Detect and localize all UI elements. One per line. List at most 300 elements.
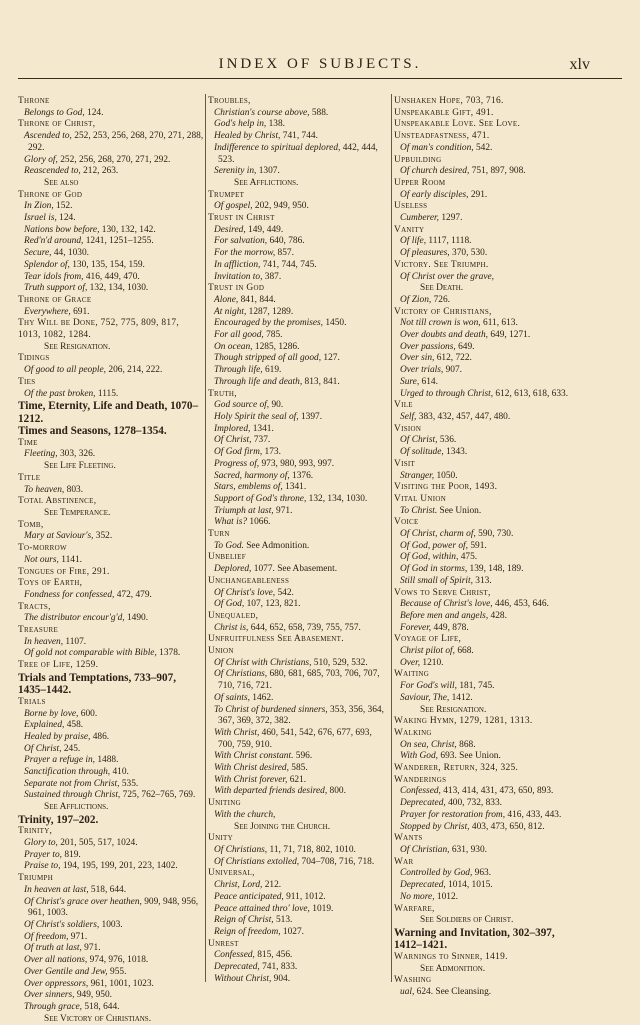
entry-text: 813, 841. (302, 376, 340, 387)
index-subentry (394, 506, 576, 518)
index-subentry (208, 318, 390, 330)
index-subentry (208, 424, 390, 436)
index-heading (208, 611, 390, 623)
subentry-topic: Deprecated, (400, 798, 446, 809)
subentry-topic: Everywhere, (24, 306, 71, 317)
entry-text: 1077. See Abasement. (251, 564, 338, 575)
entry-text: 181, 745. (456, 681, 495, 692)
entry-text: 11, 71, 718, 802, 1010. (267, 845, 356, 855)
index-heading (394, 482, 576, 494)
entry-text: 1285, 1286. (252, 341, 300, 352)
subentry-topic: Deprecated, (214, 962, 260, 973)
cross-reference (208, 822, 390, 834)
page-header (0, 56, 640, 80)
entry-text: 542. (473, 142, 493, 153)
subentry-topic: Of Christ, (400, 435, 438, 446)
index-heading (18, 567, 204, 579)
entry-text: Wanderer, Return, 324, 325. (394, 763, 519, 774)
subentry-topic: Christian's course above, (214, 107, 310, 118)
entry-text: Trinity, (18, 826, 53, 837)
index-subentry (394, 213, 576, 225)
entry-text: 911, 1012. (283, 891, 326, 902)
entry-text: See Death. (420, 283, 464, 294)
subentry-topic: Reascended to, (24, 166, 81, 177)
section-heading (18, 425, 204, 438)
index-subentry (18, 861, 204, 873)
index-subentry (208, 927, 390, 939)
subentry-topic: Confessed, (214, 950, 255, 961)
index-heading (18, 353, 204, 365)
subentry-topic: Borne by love, (24, 708, 79, 719)
index-subentry (394, 295, 576, 307)
entry-text: Upper Room (394, 177, 446, 188)
index-heading (394, 307, 576, 319)
index-subentry (394, 810, 576, 822)
index-subentry (394, 845, 576, 857)
page-title: INDEX OF SUBJECTS. (218, 56, 422, 72)
index-subentry (18, 108, 204, 120)
index-subentry (18, 272, 204, 284)
entry-text: Tidings (18, 353, 50, 364)
entry-text: War (394, 856, 414, 867)
index-heading (394, 833, 576, 845)
entry-text: Warnings to Sinner, 1419. (394, 951, 508, 962)
entry-text: 107, 123, 821. (244, 599, 301, 610)
cross-reference (18, 1014, 204, 1025)
entry-text: Tongues of Fire, 291. (18, 566, 110, 577)
entry-text: To-morrow (18, 543, 67, 554)
entry-text: 741, 833. (259, 962, 298, 973)
subentry-topic: Of Christ with Christians, (214, 657, 312, 668)
index-heading (394, 588, 576, 600)
entry-text: Ties (18, 376, 36, 387)
index-subentry (208, 471, 390, 483)
column-divider (391, 94, 392, 982)
index-subentry (208, 201, 390, 213)
entry-text: 1287, 1289. (246, 306, 294, 317)
index-heading (18, 697, 204, 709)
subentry-topic: For the morrow, (214, 248, 276, 259)
index-subentry (208, 482, 390, 494)
subentry-topic: Over sinners, (24, 990, 75, 1001)
entry-text: 252, 256, 268, 270, 271, 292. (57, 154, 171, 165)
index-subentry (208, 517, 390, 529)
index-subentry (394, 611, 576, 623)
entry-text: 751, 897, 908. (469, 166, 526, 177)
index-subentry (394, 342, 576, 354)
index-heading (394, 728, 576, 740)
subentry-topic: Serenity in, (214, 166, 257, 177)
index-subentry (18, 555, 204, 567)
entry-text: 1488. (95, 755, 119, 766)
index-subentry (208, 365, 390, 377)
subentry-topic: Of solitude, (400, 447, 444, 458)
entry-text: Toys of Earth, (18, 578, 83, 589)
subentry-topic: Still small of Spirit, (400, 575, 473, 586)
entry-text: 403, 473, 650, 812. (469, 821, 545, 832)
index-heading (394, 716, 576, 728)
index-subentry (208, 260, 390, 272)
index-heading (394, 96, 576, 108)
cross-reference (18, 178, 204, 190)
index-subentry (18, 155, 204, 167)
index-subentry (208, 459, 390, 471)
index-subentry (394, 646, 576, 658)
entry-text: 535. (119, 778, 139, 789)
index-heading (18, 873, 204, 885)
index-subentry (18, 709, 204, 721)
entry-text: Title (18, 472, 41, 483)
index-subentry (208, 541, 390, 553)
entry-text: 370, 530. (449, 248, 488, 259)
subentry-topic: Over passions, (400, 341, 456, 352)
index-subentry (18, 613, 204, 625)
entry-text: Thy Will be Done, 752, 775, 809, 817, 1013, 1082, 1284. (18, 318, 179, 341)
index-subentry (394, 412, 576, 424)
index-subentry (394, 236, 576, 248)
index-heading (18, 190, 204, 202)
subentry-topic: Over oppressors, (24, 978, 89, 989)
entry-text: Times and Seasons, 1278–1354. (18, 425, 167, 438)
subentry-topic: Of Christ's soldiers, (24, 920, 100, 930)
index-subentry (208, 775, 390, 787)
index-subentry (208, 494, 390, 506)
index-subentry (18, 720, 204, 732)
subentry-topic: Reign of freedom, (214, 926, 281, 937)
index-subentry (18, 531, 204, 543)
entry-text: 640, 786. (267, 236, 305, 247)
index-subentry (18, 732, 204, 744)
index-heading (394, 108, 576, 120)
index-heading (18, 660, 204, 672)
index-heading (394, 857, 576, 869)
entry-text: Triumph (18, 873, 54, 884)
entry-text: 413, 414, 431, 473, 650, 893. (440, 786, 554, 797)
subentry-topic: No more, (400, 891, 435, 902)
entry-text: Unspeakable Gift, 491. (394, 107, 494, 118)
index-subentry (208, 435, 390, 447)
index-heading (18, 295, 204, 307)
index-subentry (18, 767, 204, 779)
entry-text: Vows to Serve Christ, (394, 587, 491, 598)
entry-text: Trust in God (208, 283, 265, 294)
index-heading (394, 119, 576, 131)
entry-text: 691. (70, 306, 90, 317)
subentry-topic: With Christ desired, (214, 763, 289, 774)
index-heading (394, 669, 576, 681)
subentry-topic: Over Gentile and Jew, (24, 966, 108, 977)
entry-text: 303, 326. (57, 449, 96, 460)
entry-text: 132, 134, 1030. (87, 283, 149, 294)
entry-text: Unspeakable Love. See Love. (394, 119, 521, 130)
index-subentry (208, 143, 390, 166)
entry-text: 588. (309, 107, 329, 118)
index-subentry (18, 779, 204, 791)
index-subentry (18, 1002, 204, 1014)
subentry-topic: Of Christ over the grave, (400, 271, 494, 282)
entry-text: Waiting (394, 669, 430, 680)
index-subentry (18, 389, 204, 401)
subentry-topic: Reign of Christ, (214, 915, 274, 926)
entry-text: 971. (81, 943, 101, 954)
entry-text: 949, 950. (74, 990, 113, 1001)
entry-text: Waking Hymn, 1279, 1281, 1313. (394, 716, 533, 727)
entry-text: See Victory of Christians. (44, 1013, 152, 1024)
subentry-topic: Holy Spirit the seal of, (214, 411, 299, 422)
entry-text: 460, 541, 542, 676, 677, 693, 700, 759, 910. (218, 727, 372, 750)
entry-text: 1341. (250, 423, 274, 434)
entry-text: See Admonition. (420, 963, 486, 974)
index-subentry (18, 744, 204, 756)
index-heading (394, 131, 576, 143)
entry-text: 400, 732, 833. (445, 798, 502, 809)
index-heading (208, 634, 390, 646)
entry-text: 518, 644. (88, 884, 127, 895)
subentry-topic: Of Christian, (400, 845, 450, 855)
index-subentry (18, 897, 204, 920)
subentry-topic: In Zion, (24, 201, 54, 212)
entry-text: 446, 453, 646. (492, 599, 549, 610)
index-subentry (18, 990, 204, 1002)
subentry-topic: Tear idols from, (24, 271, 84, 282)
subentry-topic: In affliction, (214, 259, 261, 270)
subentry-topic: Of church desired, (400, 166, 470, 177)
index-subentry (18, 838, 204, 850)
entry-text: Unequaled, (208, 610, 259, 621)
index-subentry (394, 740, 576, 752)
entry-text: See Joining the Church. (234, 821, 331, 832)
subentry-topic: For all good, (214, 330, 264, 341)
subentry-topic: Of God in storms, (400, 564, 468, 575)
cross-reference (18, 508, 204, 520)
entry-text: 458. (64, 720, 84, 731)
index-subentry (18, 979, 204, 991)
entry-text: 1210. (420, 657, 444, 668)
index-subentry (18, 236, 204, 248)
index-heading (208, 868, 390, 880)
index-subentry (394, 623, 576, 635)
index-heading (208, 646, 390, 658)
index-subentry (208, 119, 390, 131)
entry-text: See Afflictions. (44, 802, 109, 813)
index-subentry (18, 932, 204, 944)
entry-text: See Temperance. (44, 508, 111, 518)
entry-text: Unrest (208, 938, 239, 949)
entry-text: Visiting the Poor, 1493. (394, 482, 498, 493)
index-subentry (18, 260, 204, 272)
entry-text: 1014, 1015. (445, 880, 493, 891)
entry-text: 955. (107, 966, 127, 977)
subentry-topic: At night, (214, 306, 247, 317)
subentry-topic: Peace attained thro' love, (214, 903, 310, 914)
index-heading (394, 975, 576, 987)
index-heading (394, 424, 576, 436)
subentry-topic: Of freedom, (24, 931, 69, 942)
cross-reference (18, 802, 204, 814)
index-subentry (394, 471, 576, 483)
entry-text: 124. (56, 213, 76, 224)
index-subentry (394, 564, 576, 576)
entry-text: Troubles, (208, 96, 251, 106)
entry-text: 649, 1271. (488, 330, 531, 341)
subentry-topic: God's help in, (214, 119, 267, 130)
entry-text: 971. (68, 931, 88, 942)
entry-text: 1462. (249, 692, 274, 703)
entry-text: Upbuilding (394, 154, 442, 165)
index-heading (394, 494, 576, 506)
entry-text: 130, 132, 142. (99, 224, 156, 235)
entry-text: 245. (61, 743, 81, 754)
index-subentry (394, 681, 576, 693)
subentry-topic: Of Christ, (214, 435, 252, 446)
index-subentry (208, 728, 390, 751)
entry-text: 680, 681, 685, 703, 706, 707, 710, 716, 721. (218, 669, 380, 692)
index-subentry (18, 850, 204, 862)
subentry-topic: Fleeting, (24, 449, 58, 460)
index-heading (18, 826, 204, 838)
subentry-topic: ual, (400, 987, 415, 998)
entry-text: 819. (62, 849, 81, 860)
entry-text: Trust in Christ (208, 213, 275, 224)
entry-text: 644, 652, 658, 739, 755, 757. (248, 622, 361, 633)
subentry-topic: Christ is, (214, 622, 249, 633)
subentry-topic: On sea, Christ, (400, 739, 457, 750)
entry-text: 1019. (309, 903, 334, 914)
subentry-topic: Alone, (214, 294, 239, 305)
subentry-topic: Stars, emblems of, (214, 482, 283, 493)
entry-text: 596. (293, 751, 313, 762)
entry-text: 1107. (63, 636, 87, 647)
entry-text: See Life Fleeting. (44, 461, 116, 472)
index-heading (394, 260, 576, 272)
subentry-topic: Peace anticipated, (214, 891, 284, 902)
index-subentry (394, 576, 576, 588)
entry-text: 44, 1030. (51, 248, 90, 259)
entry-text: 416, 433, 443. (505, 809, 562, 820)
subentry-topic: Triumph at last, (214, 505, 274, 516)
entry-text: See Union. (437, 505, 482, 516)
index-subentry (394, 272, 576, 284)
subentry-topic: What is? (214, 517, 248, 528)
entry-text: 353, 356, 364, 367, 369, 372, 382. (218, 704, 384, 727)
subentry-topic: Because of Christ's love, (400, 599, 493, 610)
cross-reference (208, 178, 390, 190)
subentry-topic: Of Christ's love, (214, 587, 276, 598)
index-subentry (208, 272, 390, 284)
index-subentry (394, 552, 576, 564)
index-heading (18, 119, 204, 131)
index-heading (208, 283, 390, 295)
entry-text: 1307. (256, 166, 280, 177)
subentry-topic: Through grace, (24, 1001, 82, 1012)
entry-text: 313. (472, 575, 492, 586)
subentry-topic: Sacred, harmony of, (214, 470, 290, 481)
section-heading (18, 672, 204, 697)
subentry-topic: Secure, (24, 248, 52, 259)
section-heading (18, 400, 204, 425)
entry-text: 815, 456. (254, 950, 293, 961)
entry-text: Voyage of Life, (394, 634, 462, 645)
index-subentry (18, 365, 204, 377)
index-subentry (208, 599, 390, 611)
index-subentry (394, 190, 576, 202)
index-subentry (208, 236, 390, 248)
index-subentry (394, 529, 576, 541)
subentry-topic: Of gospel, (214, 201, 253, 212)
subentry-topic: Through life and death, (214, 376, 303, 387)
index-heading (18, 496, 204, 508)
entry-text: 725, 762–765, 769. (120, 790, 196, 801)
entry-text: 127. (321, 353, 340, 364)
index-subentry (394, 798, 576, 810)
index-subentry (208, 353, 390, 365)
entry-text: 973, 980, 993, 997. (259, 458, 335, 469)
entry-text: 741, 744. (280, 131, 318, 142)
subentry-topic: Of Christians extolled, (214, 856, 300, 867)
entry-text: Trinity, 197–202. (18, 813, 99, 826)
index-subentry (208, 377, 390, 389)
entry-text: 387. (262, 271, 282, 282)
index-subentry (18, 885, 204, 897)
subentry-topic: Nations bow before, (24, 224, 100, 235)
cross-reference (18, 342, 204, 354)
index-subentry (208, 892, 390, 904)
entry-text: 536. (437, 435, 457, 446)
subentry-topic: Over doubts and death, (400, 330, 489, 341)
index-subentry (394, 353, 576, 365)
column-divider (205, 94, 206, 982)
entry-text: 410. (110, 767, 129, 778)
index-subentry (208, 669, 390, 692)
subentry-topic: Of God, within, (400, 552, 459, 563)
subentry-topic: Over, (400, 657, 421, 668)
subentry-topic: Prayer a refuge in, (24, 755, 95, 766)
index-subentry (18, 967, 204, 979)
entry-text: 611, 613. (480, 318, 518, 329)
subentry-topic: Indifference to spiritual deplored, (214, 142, 341, 153)
index-heading (394, 178, 576, 190)
subentry-topic: God source of, (214, 400, 270, 411)
entry-text: 974, 976, 1018. (87, 955, 149, 966)
entry-text: 149, 449. (245, 224, 284, 235)
index-subentry (208, 915, 390, 927)
index-subentry (18, 755, 204, 767)
index-heading (394, 775, 576, 787)
index-subentry (208, 810, 390, 822)
entry-text: See Resignation. (44, 341, 111, 352)
index-subentry (208, 248, 390, 260)
entry-text: Unchangeableness (208, 575, 290, 586)
entry-text: Useless (394, 201, 428, 212)
subentry-topic: Explained, (24, 720, 65, 731)
entry-text: Wanderings (394, 774, 447, 785)
subentry-topic: Sustained through Christ, (24, 790, 121, 801)
index-subentry (18, 943, 204, 955)
index-subentry (208, 950, 390, 962)
subentry-topic: Sanctification through, (24, 767, 111, 778)
entry-text: Trials (18, 696, 46, 707)
subentry-topic: Ascended to, (24, 131, 72, 142)
subentry-topic: Of man's condition, (400, 142, 474, 153)
subentry-topic: To God. (214, 540, 244, 551)
entry-text: 138. (266, 119, 286, 130)
entry-text: 612, 613, 618, 633. (493, 388, 569, 399)
entry-text: Throne of Christ, (18, 119, 96, 130)
entry-text: 1117, 1118. (426, 236, 472, 247)
entry-text: Treasure (18, 625, 59, 636)
index-subentry (394, 880, 576, 892)
entry-text: Walking (394, 727, 432, 738)
